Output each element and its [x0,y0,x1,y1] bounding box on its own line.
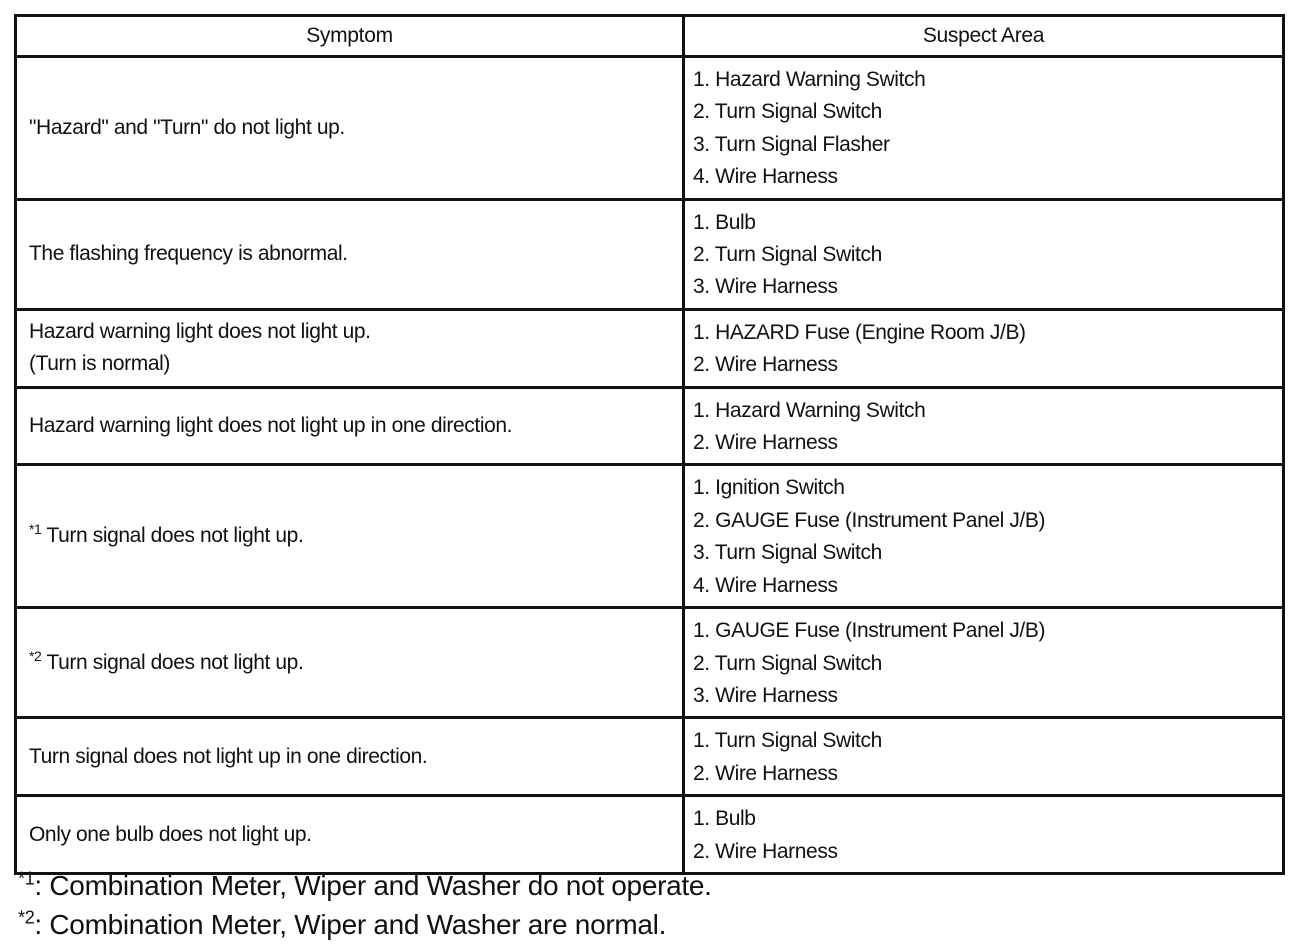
symptom-text [29,819,682,851]
suspect-area-item: 2. Turn Signal Switch [693,243,882,267]
symptom-text [29,238,682,270]
suspect-area-cell [684,199,1284,309]
footnote-text: : Combination Meter, Wiper and Washer are normal. [34,909,667,940]
suspect-area-item: 2. Turn Signal Switch [693,100,882,124]
suspect-area-item: 3. Wire Harness [693,275,838,299]
footnote-mark [18,869,34,889]
suspect-area-item: 1. Turn Signal Switch [693,729,882,753]
suspect-area-column-header: Suspect Area [684,16,1284,57]
symptom-text [29,410,682,442]
footnote-2 [18,905,712,944]
suspect-area-item: 1. HAZARD Fuse (Engine Room J/B) [693,320,1026,344]
suspect-area-item: 2. Wire Harness [693,839,838,863]
symptom-cell [16,608,684,718]
footnote-mark [18,908,34,928]
symptom-cell [16,199,684,309]
suspect-area-item: 3. Wire Harness [693,683,838,707]
footnote-reference: *2 [29,647,42,664]
symptom-cell [16,57,684,200]
table-row [16,608,1284,718]
footnote-mark-star: *1 [18,868,35,889]
symptom-line-text: "Hazard" and "Turn" do not light up. [29,115,345,139]
suspect-area-item: 1. Ignition Switch [693,476,845,500]
symptom-line-text: The flashing frequency is abnormal. [29,242,348,266]
table-body [16,57,1284,874]
footnotes [18,866,712,944]
suspect-area-item: 2. Wire Harness [693,761,838,785]
symptom-cell [16,387,684,465]
suspect-area-item: 1. Bulb [693,210,756,234]
table-row [16,57,1284,200]
symptom-line-text: Turn signal does not light up in one direction. [29,744,428,768]
symptom-text [29,741,682,773]
symptom-cell [16,796,684,874]
symptom-line-text: Only one bulb does not light up. [29,822,312,846]
suspect-area-item: 2. Wire Harness [693,431,838,455]
footnote-1 [18,866,712,905]
suspect-area-cell [684,608,1284,718]
table-row [16,199,1284,309]
symptom-cell [16,718,684,796]
suspect-area-cell [684,796,1284,874]
footnote-reference: *1 [29,521,42,538]
troubleshooting-table [14,14,1285,875]
footnote-text: : Combination Meter, Wiper and Washer do not operate. [34,870,712,901]
footnote-mark-star: *2 [18,907,35,928]
suspect-area-cell [684,465,1284,608]
symptom-line-text: Hazard warning light does not light up. [29,320,371,344]
table-header-row [16,16,1284,57]
suspect-area-item: 2. GAUGE Fuse (Instrument Panel J/B) [693,508,1046,532]
suspect-area-item: 2. Wire Harness [693,353,838,377]
table-row [16,465,1284,608]
symptom-line-text: (Turn is normal) [29,352,171,376]
symptom-line-text: Turn signal does not light up. [46,650,304,674]
suspect-area-item: 1. Bulb [693,807,756,831]
symptom-cell [16,309,684,387]
suspect-area-cell [684,57,1284,200]
table-row [16,309,1284,387]
table-row [16,387,1284,465]
suspect-area-item: 3. Turn Signal Flasher [693,132,890,156]
symptom-text [29,647,682,679]
suspect-area-item: 4. Wire Harness [693,165,838,189]
suspect-area-item: 1. GAUGE Fuse (Instrument Panel J/B) [693,619,1046,643]
symptom-text [29,112,682,144]
suspect-area-item: 1. Hazard Warning Switch [693,68,926,91]
suspect-area-cell [684,387,1284,465]
suspect-area-item: 4. Wire Harness [693,573,838,597]
symptom-column-header: Symptom [16,16,684,57]
suspect-area-item: 1. Hazard Warning Switch [693,398,926,422]
symptom-text [29,520,682,552]
symptom-text [29,316,682,348]
table-row [16,718,1284,796]
suspect-area-cell [684,718,1284,796]
suspect-area-cell [684,309,1284,387]
symptom-cell [16,465,684,608]
symptom-line-text: Hazard warning light does not light up in one direction. [29,414,513,438]
symptom-text [29,348,682,380]
suspect-area-item: 3. Turn Signal Switch [693,541,882,565]
suspect-area-item: 2. Turn Signal Switch [693,651,882,675]
symptom-line-text: Turn signal does not light up. [46,524,304,548]
table-row [16,796,1284,874]
